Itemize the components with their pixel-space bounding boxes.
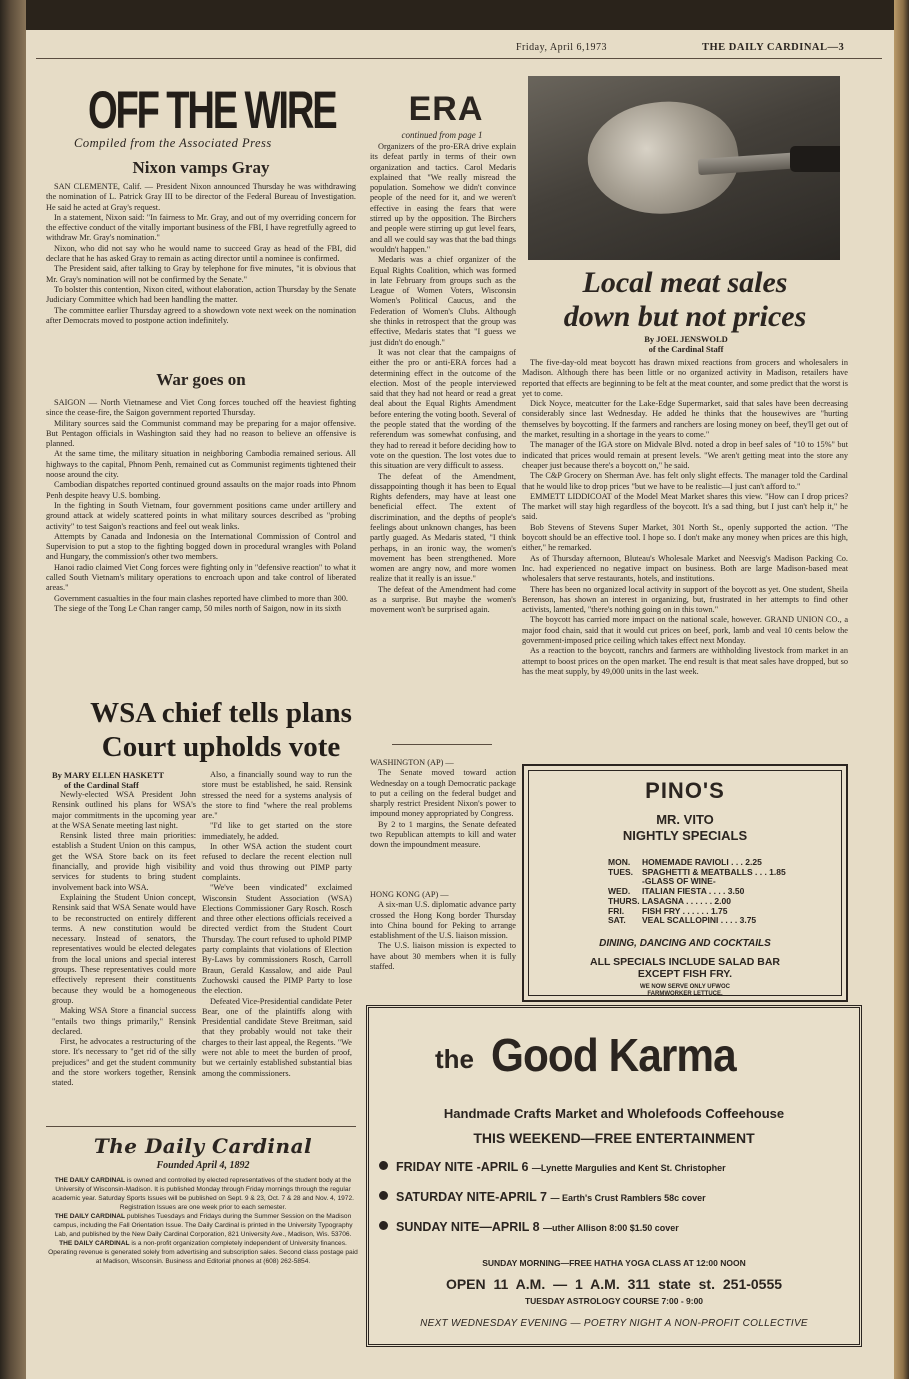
- karma-weekend: THIS WEEKEND—FREE ENTERTAINMENT: [473, 1130, 755, 1146]
- meat-body: The five-day-old meat boycott has drawn mixed reactions from grocers and wholesalers in Madison. Although there has been little or no organized activity in Madison, retailers have reported that effects are beginning to be felt at the meat counter, and some predict that the worst is yet to come. Dick Noyce, meatcutter for the Lake-Edge Supermarket, said that sales have been decreasing considerably since last Wednesday. He added he thinks that the housewives are "hurting themselves by boycotting. If the farmers and ranchers are losing money on beef, they'll get out of the market, resulting in a shortage in the years to come." The manager of the IGA store on Midvale Blvd. noted a drop in beef sales of "10 to 15%" but indicated that prices would remain at present levels. "We aren't getting meat into the store any cheaper just because there's a boycott on," he said. The C&P Grocery on Sherman Ave. has felt only slight effects. The manager told the Cardinal that he would like to drop prices "but we have to be realistic—I just can't afford to." EMMETT LIDDICOAT of the Model Meat Market shares this view. "How can I drop prices? The market will stay high regardless of the boycott. It's a sad thing, but I just can't help it," he said. Bob Stevens of Stevens Super Market, 301 North St., openly supported the action. "The boycott should be an effective tool. I hope so. I don't make any money when prices are this high, either," he remarked. As of Thursday afternoon, Bluteau's Wholesale Market and Neesvig's Madison Packing Co. Inc. had experienced no negative impact on business. Both are large Madison-based meat wholesalers that serve restaurants, hotels, and institutions. There has been no organized local activity in support of the boycott as yet. One student, Sheila Berenson, has shown an interest in organizing, but, frustrated in her attempts to find other activists, lamented, "there's nothing going on in this town." The boycott has carried more impact on the national scale, however. GRAND UNION CO., a major food chain, said that it would cut prices on beef, pork, lamb and veal 10 cents below the government-imposed price ceiling which takes effect next Monday. As a reaction to the boycott, ranchrs and farmers are withholding livestock from market in an attempt to boost prices on the open market. The end result is that meat sales have dropped, but so has the meat supply, by 49,000 units in the last week.: [522, 358, 848, 676]
- cardinal-info-box: [48, 1134, 358, 1266]
- cardinal-statement: THE DAILY CARDINAL is owned and controlled by elected representatives of the student body at the University of Wisconsin-Madison. It is published Monday through Friday mornings through the regular academic year. Saturday Sports Issues will be published on Sept. 9 & 23, Oct. 7 & 28 and Nov. 4, 1972. Registration Issues are one week prior to each semester. THE DAILY CARDINAL publishes Tuesdays and Fridays during the Summer Session on the Madison campus, including the Fall Orientation Issue. The Daily Cardinal is printed in the University Typography Lab, and published by the New Daily Cardinal Corporation, 821 University Ave., Madison, Wis. 53706. THE DAILY CARDINAL is a non-profit organization completely independent of University finances. Operating revenue is generated solely from advertising and subscription sales. Second class postage paid at Madison, Wisconsin. Business and Editorial phones at (608) 262-5854.: [48, 1177, 358, 1265]
- karma-sunday: SUNDAY NITE—APRIL 8 —uther Allison 8:00 $1.50 cover: [379, 1220, 679, 1234]
- hongkong-brief: [370, 890, 516, 972]
- wire-story-nixon: [46, 158, 356, 326]
- meat-article: [522, 358, 848, 677]
- karma-next: NEXT WEDNESDAY EVENING — POETRY NIGHT A NON-PROFIT COLLECTIVE: [420, 1318, 808, 1329]
- meat-headline: Local meat sales down but not prices: [563, 266, 807, 333]
- pinos-salad-note: ALL SPECIALS INCLUDE SALAD BAR EXCEPT FISH FRY.: [590, 956, 780, 980]
- meat-byline: By JOEL JENSWOLD of the Cardinal Staff: [644, 334, 728, 354]
- karma-saturday: SATURDAY NITE-APRIL 7 — Earth's Crust Ramblers 58c cover: [379, 1190, 706, 1204]
- cardinal-box-rule: [46, 1126, 356, 1127]
- karma-friday: FRIDAY NITE -APRIL 6 —Lynette Margulies and Kent St. Christopher: [379, 1160, 726, 1174]
- karma-astro: TUESDAY ASTROLOGY COURSE 7:00 - 9:00: [524, 1296, 704, 1306]
- wsa-headline: WSA chief tells plans Court upholds vote: [90, 697, 352, 763]
- menu-row: SAT. VEAL SCALLOPINI . . . . 3.75: [608, 915, 757, 926]
- washington-brief: [370, 758, 516, 851]
- pinos-dining: DINING, DANCING AND COCKTAILS: [599, 938, 771, 949]
- menu-row: -GLASS OF WINE-: [642, 876, 716, 887]
- knife-handle-image: [790, 146, 840, 172]
- headline-nixon: Nixon vamps Gray: [132, 158, 270, 177]
- bullet-icon: [379, 1221, 388, 1230]
- wsa-body-1: Newly-elected WSA President John Rensink outlined his plans for WSA's major commitments in the upcoming year at the WSA Senate meeting last night. Rensink listed three main priorities: establish a Student Union on this campus, get the WSA Store back on its feet financially, and provide high visibility services for students to bring student involvement back into WSA. Explaining the Student Union concept, Rensink said that WSA Senate would have to be reconstructed on entirely different terms. A new constitution would be necessary. Instead of senators, the representatives would be elected delegates from the local unions and special interest groups. These representatives could more effectively represent their constituents because they would be a homogeneous group. Making WSA Store a financial success "entails two things primarily," Rensink declared. First, he advocates a restructuring of the store. It's necessary to "get rid of the silly prejudices" and get the student community and the store workers together, Rensink stated.: [52, 790, 196, 1088]
- masthead-rule: [36, 58, 882, 59]
- cardinal-founded: Founded April 4, 1892: [156, 1160, 250, 1171]
- bullet-icon: [379, 1161, 388, 1170]
- wire-subtitle: Compiled from the Associated Press: [74, 136, 272, 150]
- karma-the: the: [435, 1044, 474, 1074]
- karma-craft: Handmade Crafts Market and Wholefoods Coffeehouse: [443, 1106, 785, 1121]
- pinos-subtitle: MR. VITO NIGHTLY SPECIALS: [622, 812, 748, 843]
- era-continued: continued from page 1: [401, 130, 483, 140]
- menu-row: TUES. SPAGHETTI & MEATBALLS . . . 1.85: [608, 866, 786, 877]
- war-body: SAIGON — North Vietnamese and Viet Cong forces touched off the heaviest fighting since the cease-fire, the Saigon government reported Thursday. Military sources said the Communist command may be preparing for a major offensive. But Pentagon officials in Washington said they had no reason to believe an offensive is planned. At the same time, the military situation in neighboring Cambodia remained serious. All highways to the capital, Phnom Penh, remained cut as Communist regiments tightened their noose around the city. Cambodian dispatches reported continued ground assaults on the major roads into Phnom Penh despite heavy U.S. bombing. In the fighting in South Vietnam, four government positions came under artillery and ground attack at widely scattered points in what military sources described as "probing activity" to test Saigon's reactions and feel out weak links. Attempts by Canada and Indonesia on the International Commission of Control and Supervision to put a stop to the fighting bogged down in procedural wrangles with Poland and Hungary, the commission's other two members. Hanoi radio claimed Viet Cong forces were fighting only in "defensive reaction" to what it called South Vietnam's military operations to encroach upon and take control of liberated areas." Government casualties in the four main clashes reported have climbed to more than 300. The siege of the Tong Le Chan ranger camp, 50 miles north of Saigon, now in its sixth: [46, 398, 356, 613]
- masthead-date: Friday, April 6,1973: [516, 42, 608, 53]
- menu-row: THURS. LASAGNA . . . . . . 2.00: [608, 895, 731, 906]
- wsa-column-2: [202, 770, 352, 1079]
- newspaper-page: [26, 30, 894, 1379]
- menu-row: FRI. FISH FRY . . . . . . 1.75: [608, 905, 728, 916]
- pinos-ad: [522, 764, 848, 1002]
- binding-spine: [0, 0, 26, 1379]
- headline-war: War goes on: [156, 370, 246, 389]
- menu-row: WED. ITALIAN FIESTA . . . . 3.50: [608, 886, 745, 897]
- scan-background-top: [0, 0, 909, 30]
- wsa-body-2: Also, a financially sound way to run the store must be established, he said. Rensink stressed the need for a systems analysis of the store to find "where the real problems are." "I'd like to get started on the store immediately, he added. In other WSA action the student court refused to declare the recent election null and void thus throwing out PIMP party complaints. "We've been vindicated" exclaimed Wisconsin Student Association (WSA) Elections Commissioner Gary Rosch. Rosch and three other elections officials received a directed verdict from the Student Court Thursday. The court refused to uphold PIMP party complaints that violations of Election By-Laws by commissioners Rosch, Carroll Braun, Gerald Kassalow, and aide Paul Zuchowski caused the PIMP Party to lose the election. Defeated Vice-Presidential candidate Peter Bear, one of the plaintiffs along with Presidential candidate Steve Breitman, said that they probably would not take their charges to their last appeal, the Regents. "We were not able to meet the burden of proof, but we certainly established substantial bias among the commissioners.: [202, 770, 352, 1078]
- pinos-title: PINO'S: [645, 778, 725, 803]
- era-headline: ERA: [408, 90, 484, 128]
- pinos-menu: [608, 858, 828, 926]
- pinos-ufwoc-note: WE NOW SERVE ONLY UFWOC FARMWORKER LETTUCE.: [640, 984, 730, 997]
- karma-open: OPEN 11 A.M. — 1 A.M. 311 state st. 251-0555: [445, 1276, 783, 1292]
- steak-photo: [528, 76, 840, 260]
- nixon-body: SAN CLEMENTE, Calif. — President Nixon announced Thursday he was withdrawing the nomination of L. Patrick Gray III to be director of the Federal Bureau of Investigation. He said he acted at Gray's request. In a statement, Nixon said: "In fairness to Mr. Gray, and out of my overriding concern for the effective conduct of the vitally important business of the FBI, I have regretfully agreed to withdraw Mr. Gray's nomination." Nixon, who did not say who he would name to succeed Gray as head of the FBI, did declare that he has asked Gray to remain as acting director until a nominee is confirmed. The President said, after talking to Gray by telephone for five minutes, "it is obvious that Mr. Gray's nomination will not be confirmed by the Senate." To bolster this contention, Nixon cited, without elaboration, action Thursday by the Senate Judiciary Committee which had been handling the matter. The committee earlier Thursday agreed to a showdown vote next week on the nomination after Democrats moved to postpone action indefinitely.: [46, 182, 356, 325]
- era-body: Organizers of the pro-ERA drive explain its defeat partly in terms of their own organization and tactics. Carol Medaris explained that "We really misread the population. Somehow we didn't convince people of the need for it, and we weren't effective in easing the fears that were stirred up by the opposition. The Birchers and people were stirring up gut level fears, and all we could say was that the bad things wouldn't happen." Medaris was a chief organizer of the Equal Rights Coalition, which was formed in late February from groups such as the League of Women Voters, Wisconsin Women's Political Caucus, and the Federation of Women's Clubs. Although she thinks in retrospect that the group was effective, Medaris states that "I guess we just didn't do enough." It was not clear that the campaigns of either the pro or anti-ERA forces had a determining effect in the outcome of the election. Most of the people interviewed said that they had not heard or read a great deal about the Equal Rights Amendment before entering the voting booth. Several of the people stated that the wording of the referendum was somewhat confusing, and they had to reread it before deciding how to vote on the question. The lost votes due to this situation are very difficult to assess. The defeat of the Amendment, dissappointing though it has been to Equal Rights defenders, may have at least one beneficial effect. The extent of discrimination, and the depths of people's feelings about unknown changes, has been partly guaged. As Medaris stated, "I think perhaps, in an ironic way, the women's movement has been strengthened. More women are angry now, and more women realize that it really is an issue." The defeat of the Amendment had come as a surprise. But maybe the women's movement won't be surprised again.: [370, 142, 516, 615]
- bullet-icon: [379, 1191, 388, 1200]
- wsa-byline-staff: of the Cardinal Staff: [64, 780, 139, 790]
- masthead-paper-name: THE DAILY CARDINAL—3: [702, 42, 845, 53]
- wire-story-war: [46, 370, 356, 614]
- page-edge: [894, 0, 909, 1379]
- hongkong-body: HONG KONG (AP) — A six-man U.S. diplomatic advance party crossed the Hong Kong border Thursday into China bound for Peking to arrange establishment of the U.S. liaison mission. The U.S. liaison mission is expected to have about 30 members when it is fully staffed.: [370, 890, 516, 972]
- menu-row: MON. HOMEMADE RAVIOLI . . . 2.25: [608, 857, 762, 867]
- era-column: [370, 142, 516, 616]
- wsa-column-1: [52, 770, 196, 1089]
- cardinal-nameplate: The Daily Cardinal: [93, 1134, 313, 1158]
- washington-body: WASHINGTON (AP) — The Senate moved toward action Wednesday on a tough Democratic package to put a ceiling on the federal budget and sharply restrict President Nixon's power to impound money appropriated by Congress. By 2 to 1 margins, the Senate defeated two Republican attempts to kill and water down the impoundment measure.: [370, 758, 516, 850]
- good-karma-ad: [366, 1005, 862, 1347]
- off-the-wire-title: OFF THE WIRE: [88, 81, 336, 140]
- era-end-rule: [392, 744, 492, 745]
- karma-hatha: SUNDAY MORNING—FREE HATHA YOGA CLASS AT 12:00 NOON: [482, 1258, 746, 1268]
- karma-name: Good Karma: [491, 1029, 736, 1081]
- wsa-byline: By MARY ELLEN HASKETT: [52, 770, 165, 780]
